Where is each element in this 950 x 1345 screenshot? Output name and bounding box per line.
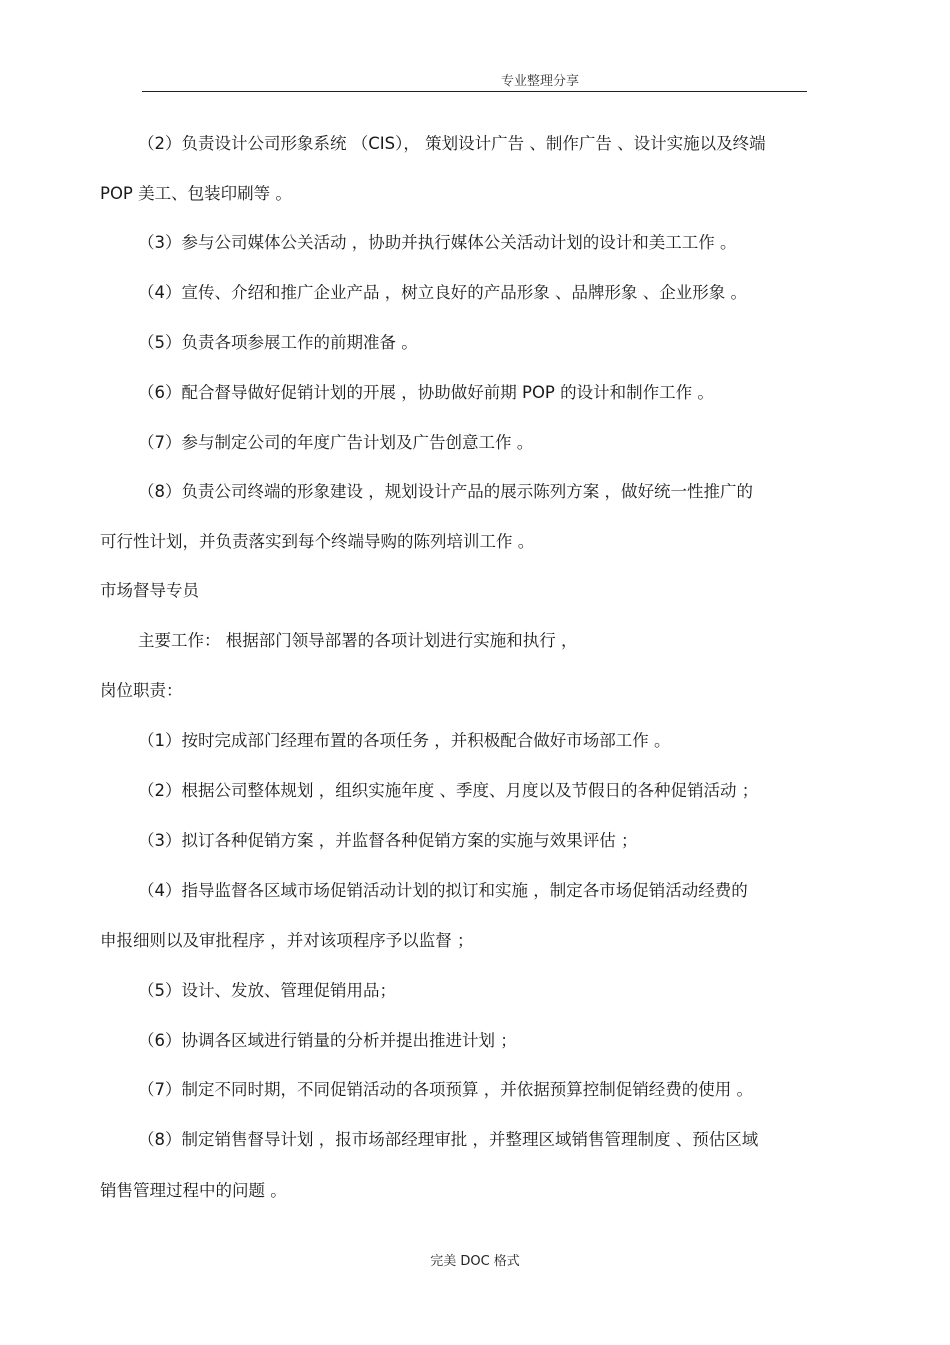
paragraph-line: 主要工作： 根据部门领导部署的各项计划进行实施和执行 ， bbox=[138, 631, 578, 650]
paragraph-line: （2）根据公司整体规划 ，组织实施年度 、季度、月度以及节假日的各种促销活动 ； bbox=[138, 781, 759, 800]
paragraph-line: 销售管理过程中的问题 。 bbox=[100, 1181, 287, 1200]
paragraph-line: （2）负责设计公司形象系统 （CIS）， 策划设计广告 、制作广告 、设计实施以及终端 bbox=[138, 134, 766, 153]
paragraph-line: （5）负责各项参展工作的前期准备 。 bbox=[138, 333, 418, 352]
paragraph-line: （4）指导监督各区域市场促销活动计划的拟订和实施 ，制定各市场促销活动经费的 bbox=[138, 881, 748, 900]
paragraph-line: （8）负责公司终端的形象建设 ，规划设计产品的展示陈列方案 ，做好统一性推广的 bbox=[138, 482, 753, 501]
paragraph-line: （1）按时完成部门经理布置的各项任务 ，并积极配合做好市场部工作 。 bbox=[138, 731, 671, 750]
paragraph-line: （3）参与公司媒体公关活动 ，协助并执行媒体公关活动计划的设计和美工工作 。 bbox=[138, 233, 737, 252]
paragraph-line: 申报细则以及审批程序 ，并对该项程序予以监督 ； bbox=[100, 931, 474, 950]
paragraph-line: （8）制定销售督导计划 ，报市场部经理审批 ，并整理区域销售管理制度 、预估区域 bbox=[138, 1130, 759, 1149]
paragraph-line: （6）配合督导做好促销计划的开展 ，协助做好前期 POP 的设计和制作工作 。 bbox=[138, 383, 714, 402]
section-heading: 市场督导专员 bbox=[100, 581, 199, 600]
paragraph-line: （7）参与制定公司的年度广告计划及广告创意工作 。 bbox=[138, 433, 534, 452]
paragraph-line: （6）协调各区域进行销量的分析并提出推进计划 ； bbox=[138, 1031, 517, 1050]
paragraph-line: （7）制定不同时期，不同促销活动的各项预算 ，并依据预算控制促销经费的使用 。 bbox=[138, 1080, 753, 1099]
header-divider bbox=[142, 91, 807, 92]
section-subheading: 岗位职责： bbox=[100, 681, 183, 700]
paragraph-line: （4）宣传、介绍和推广企业产品 ，树立良好的产品形象 、品牌形象 、企业形象 。 bbox=[138, 283, 747, 302]
paragraph-line: （3）拟订各种促销方案 ，并监督各种促销方案的实施与效果评估 ； bbox=[138, 831, 638, 850]
paragraph-line: 可行性计划，并负责落实到每个终端导购的陈列培训工作 。 bbox=[100, 532, 535, 551]
paragraph-line: （5）设计、发放、管理促销用品； bbox=[138, 981, 396, 1000]
paragraph-line: POP 美工、包装印刷等 。 bbox=[100, 184, 292, 203]
footer-text: 完美 DOC 格式 bbox=[430, 1254, 520, 1269]
header-title: 专业整理分享 bbox=[500, 74, 579, 89]
